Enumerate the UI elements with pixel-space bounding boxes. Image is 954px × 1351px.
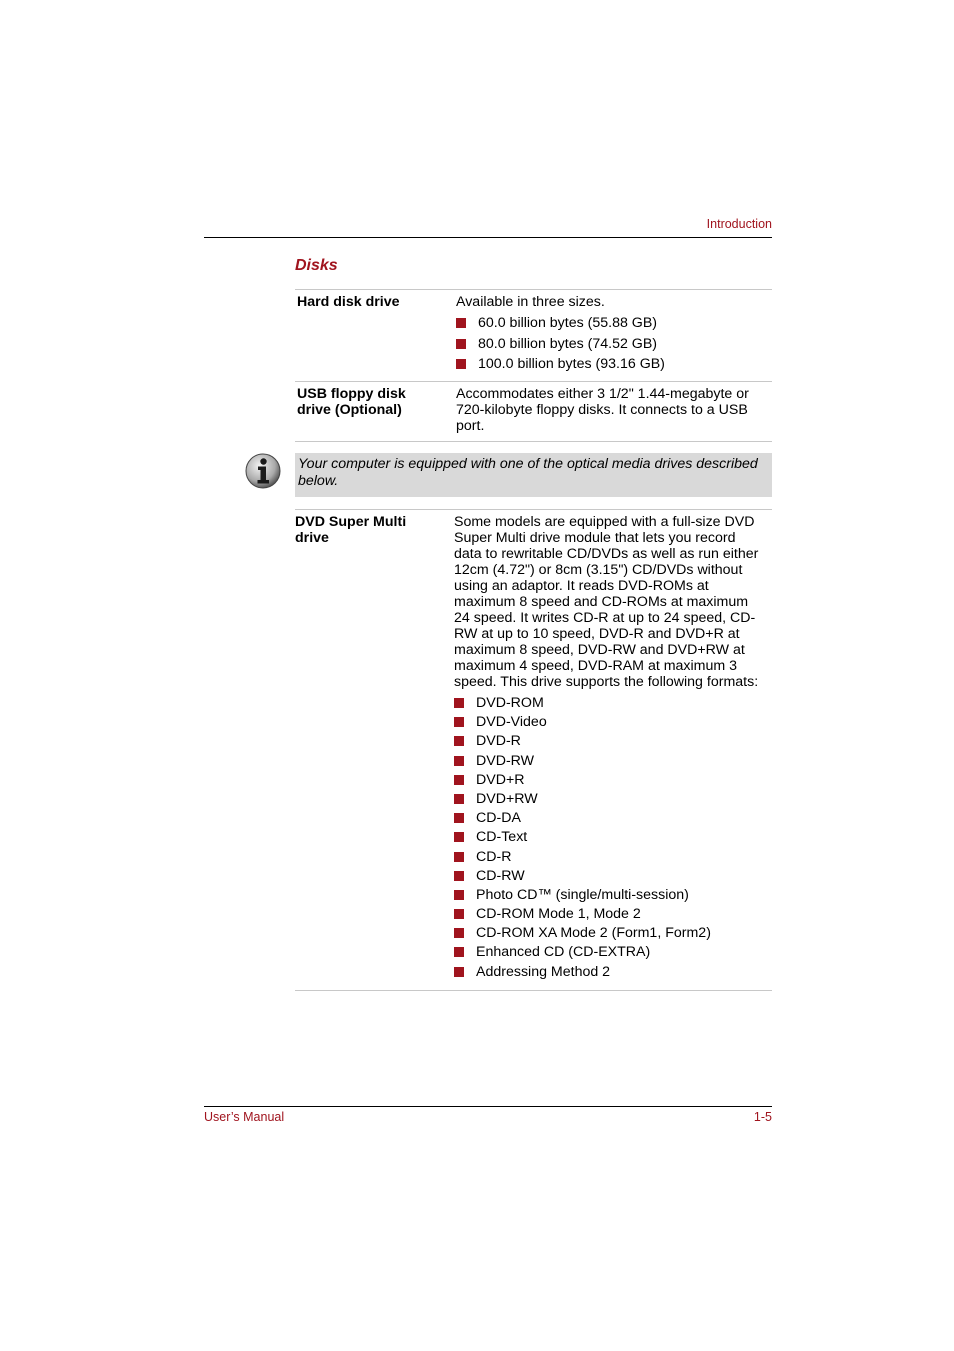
list-item: 60.0 billion bytes (55.88 GB) bbox=[456, 315, 772, 336]
list-item: DVD-Video bbox=[454, 714, 772, 733]
bullet-icon bbox=[454, 967, 464, 977]
row-label: DVD Super Multi drive bbox=[295, 514, 407, 546]
list-item: DVD+R bbox=[454, 772, 772, 791]
bullet-icon bbox=[454, 756, 464, 766]
row-description: Accommodates either 3 1/2" 1.44-megabyte or 720-kilobyte floppy disks. It connects to a USB port. bbox=[456, 386, 749, 434]
list-item: Addressing Method 2 bbox=[454, 964, 772, 983]
list-item: CD-DA bbox=[454, 810, 772, 829]
info-note: Your computer is equipped with one of the optical media drives described below. bbox=[295, 453, 772, 497]
info-icon bbox=[245, 453, 281, 489]
bullet-icon bbox=[456, 339, 466, 349]
bullet-icon bbox=[454, 736, 464, 746]
bullet-icon bbox=[454, 794, 464, 804]
bullet-icon bbox=[454, 852, 464, 862]
bullet-icon bbox=[454, 775, 464, 785]
bullet-icon bbox=[454, 890, 464, 900]
list-item: CD-Text bbox=[454, 829, 772, 848]
list-item: CD-ROM XA Mode 2 (Form1, Form2) bbox=[454, 925, 772, 944]
row-label: Hard disk drive bbox=[297, 294, 400, 310]
footer-manual-title: User’s Manual bbox=[204, 1110, 285, 1124]
bullet-icon bbox=[454, 813, 464, 823]
header-divider bbox=[204, 237, 772, 238]
list-item: Enhanced CD (CD-EXTRA) bbox=[454, 944, 772, 963]
row-desc-text: Some models are equipped with a full-size DVD Super Multi drive module that lets you record data to rewritable CD/DVDs as well as run either 12cm (4.72") or 8cm (3.15") CD/DVDs without using an adaptor. It reads DVD-ROMs at maximum 8 speed and CD-ROMs at maximum 24 speed. It writes CD-R at up to 24 speed, CD- RW at up to 10 speed, DVD-R and DVD+R at maximum 8 speed, DVD-RW and DVD+RW at maximum 4 speed, DVD-RAM at maximum 3 speed. This drive supports the following formats: bbox=[454, 514, 759, 690]
bullet-icon bbox=[454, 871, 464, 881]
bullet-icon bbox=[454, 832, 464, 842]
bullet-icon bbox=[454, 909, 464, 919]
bullet-icon bbox=[456, 359, 466, 369]
section-title: Disks bbox=[295, 257, 338, 274]
list-item: DVD-R bbox=[454, 733, 772, 752]
table-row-dvd bbox=[295, 509, 772, 991]
page-number: 1-5 bbox=[753, 1110, 772, 1124]
bullet-icon bbox=[454, 717, 464, 727]
footer-divider bbox=[204, 1106, 772, 1107]
list-item: DVD-ROM bbox=[454, 695, 772, 714]
list-item: CD-ROM Mode 1, Mode 2 bbox=[454, 906, 772, 925]
optical-drive-table bbox=[295, 509, 772, 991]
bullet-icon bbox=[454, 698, 464, 708]
row-desc-text: Available in three sizes. bbox=[456, 294, 605, 310]
running-header: Introduction bbox=[706, 217, 772, 231]
list-item: CD-R bbox=[454, 849, 772, 868]
row-label: USB floppy disk drive (Optional) bbox=[297, 386, 406, 418]
table-row-hdd bbox=[295, 289, 772, 381]
list-item: Photo CD™ (single/multi-session) bbox=[454, 887, 772, 906]
list-item: 80.0 billion bytes (74.52 GB) bbox=[456, 336, 772, 357]
size-list bbox=[456, 315, 772, 373]
disk-spec-table bbox=[295, 289, 772, 442]
row-description bbox=[456, 294, 772, 373]
bullet-icon bbox=[454, 928, 464, 938]
list-item: DVD-RW bbox=[454, 753, 772, 772]
list-item: CD-RW bbox=[454, 868, 772, 887]
format-list bbox=[454, 695, 772, 983]
table-row-floppy bbox=[295, 381, 772, 442]
list-item: DVD+RW bbox=[454, 791, 772, 810]
bullet-icon bbox=[456, 318, 466, 328]
row-description bbox=[454, 514, 772, 983]
bullet-icon bbox=[454, 947, 464, 957]
list-item: 100.0 billion bytes (93.16 GB) bbox=[456, 356, 772, 373]
